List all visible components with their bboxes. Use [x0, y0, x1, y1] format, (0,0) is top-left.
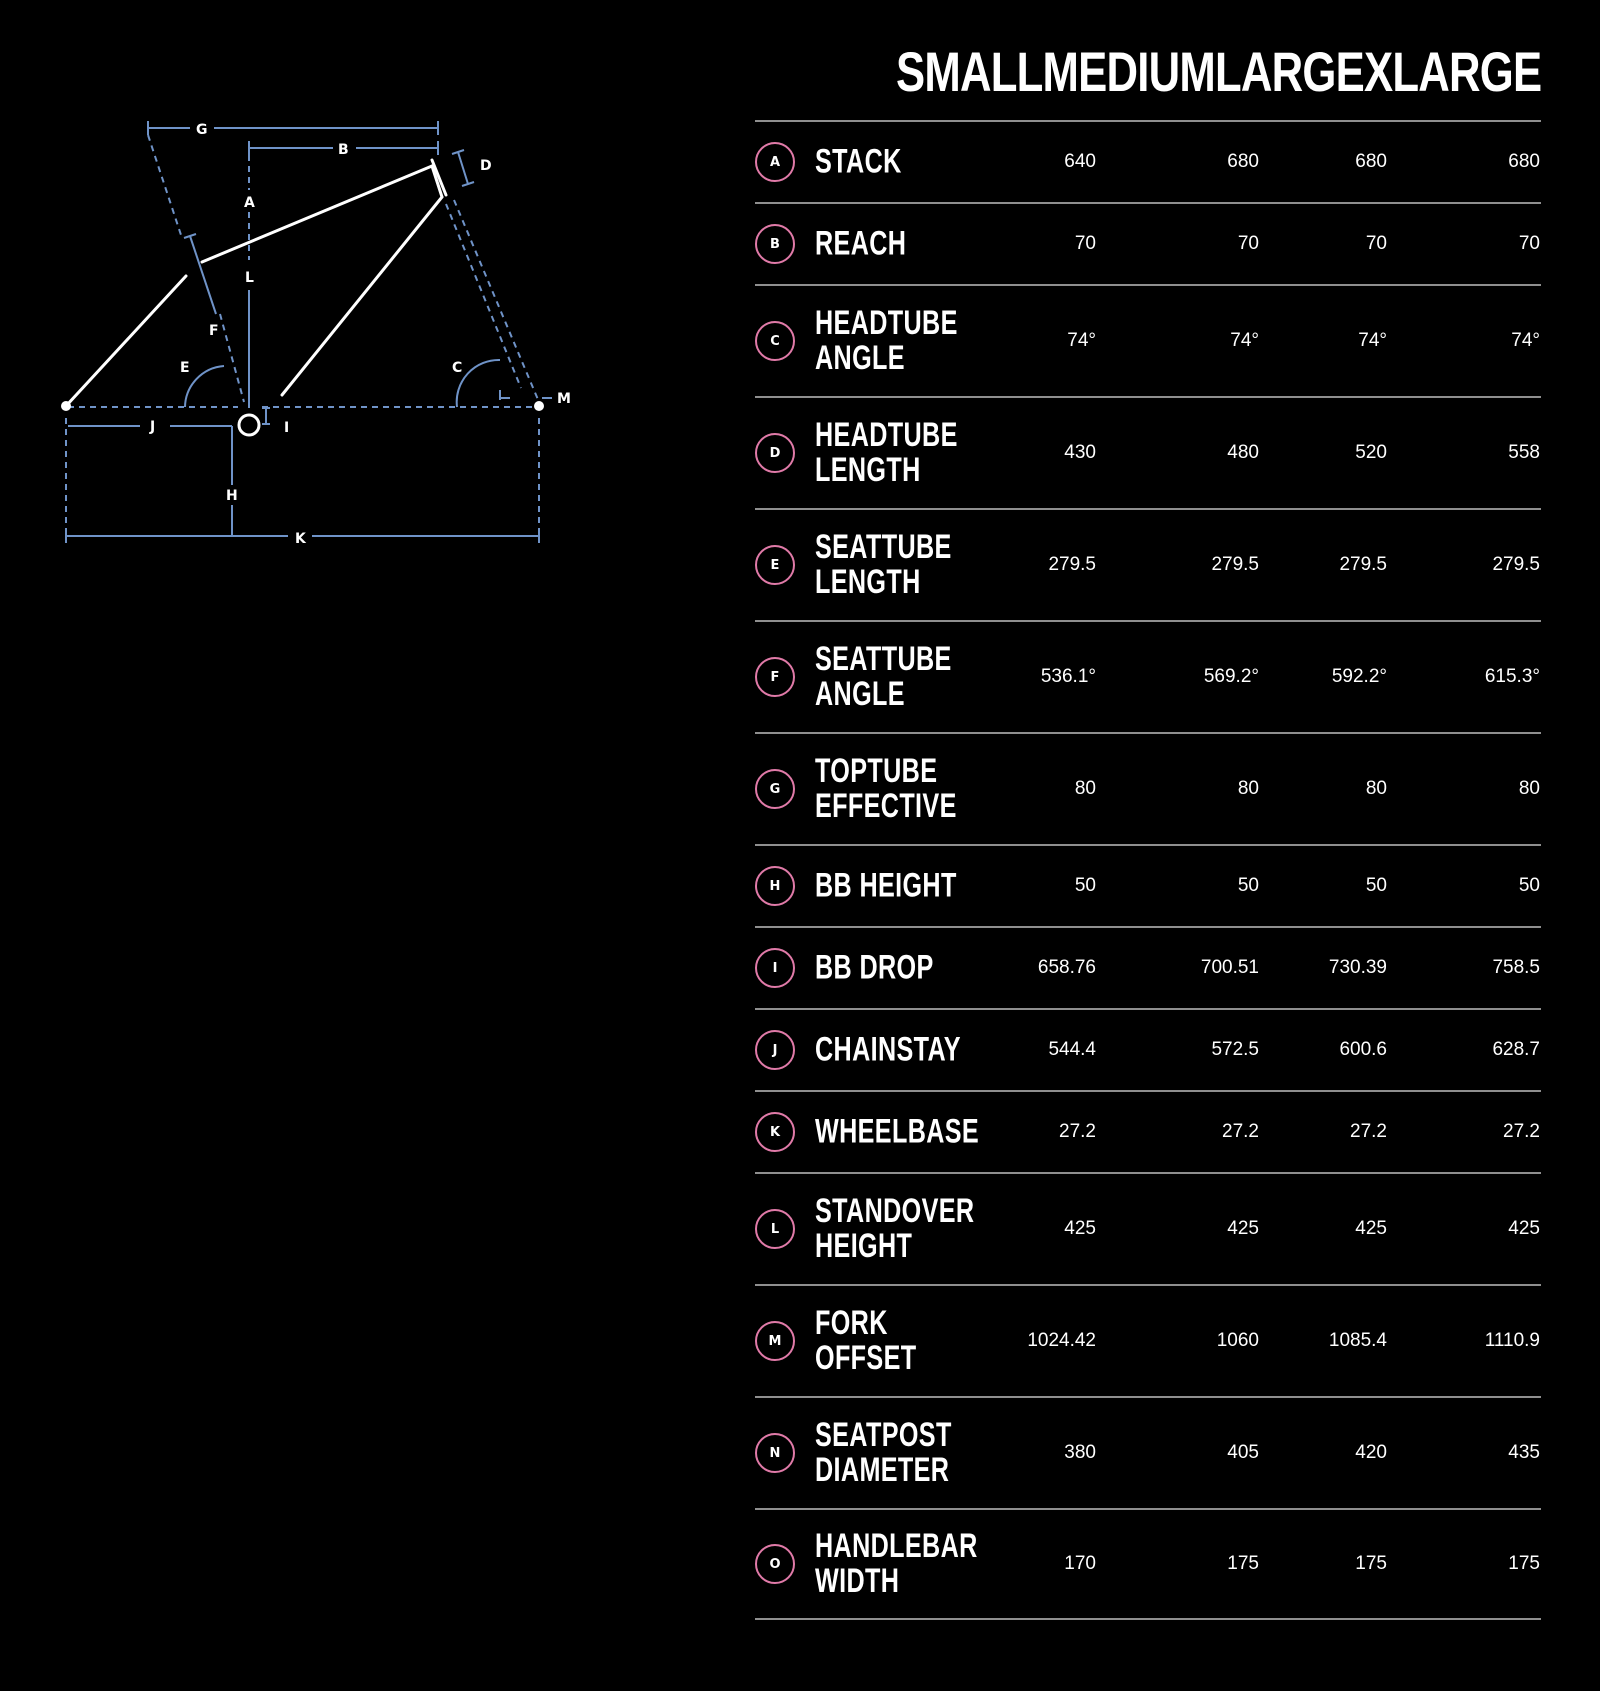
row-value-large: 520	[1355, 442, 1387, 463]
row-label: SEATTUBE ANGLE	[815, 640, 952, 713]
row-label: HEADTUBE ANGLE	[815, 304, 958, 377]
size-header-labels	[896, 40, 1541, 104]
spec-row	[755, 926, 1541, 1008]
row-letter-badge: L	[755, 1209, 795, 1249]
row-value-xlarge: 1110.9	[1484, 1330, 1540, 1351]
row-value-large: 279.5	[1339, 554, 1387, 575]
row-value-medium: 480	[1227, 442, 1259, 463]
spec-row	[755, 1508, 1541, 1620]
row-label: BB HEIGHT	[815, 866, 957, 905]
geometry-spec-table	[755, 0, 1541, 1620]
spec-row	[755, 1172, 1541, 1284]
row-value-small: 1024.42	[1027, 1330, 1096, 1351]
row-value-small: 544.4	[1048, 1039, 1096, 1060]
row-value-xlarge: 50	[1518, 875, 1540, 896]
size-large-label: LARGE	[1214, 40, 1364, 103]
row-letter-badge: K	[755, 1112, 795, 1152]
diagram-label-c: C	[452, 360, 463, 376]
row-letter-badge: B	[755, 224, 795, 264]
diagram-label-l: L	[245, 270, 254, 286]
row-letter-badge: D	[755, 433, 795, 473]
row-value-large: 70	[1365, 233, 1387, 254]
spec-row	[755, 844, 1541, 926]
spec-row	[755, 1396, 1541, 1508]
row-value-medium: 425	[1227, 1218, 1259, 1239]
row-label: REACH	[815, 224, 907, 263]
row-value-xlarge: 558	[1508, 442, 1540, 463]
diagram-label-m: M	[557, 391, 571, 407]
row-value-medium: 572.5	[1211, 1039, 1259, 1060]
row-value-small: 658.76	[1037, 957, 1096, 978]
diagram-label-e: E	[180, 360, 190, 376]
row-value-medium: 27.2	[1222, 1121, 1259, 1142]
row-value-small: 380	[1064, 1442, 1096, 1463]
row-letter-badge: O	[755, 1544, 795, 1584]
row-value-medium: 700.51	[1200, 957, 1259, 978]
row-value-large: 175	[1355, 1553, 1387, 1574]
row-label: HANDLEBAR WIDTH	[815, 1527, 978, 1600]
row-letter-badge: H	[755, 866, 795, 906]
row-letter-badge: N	[755, 1433, 795, 1473]
row-value-xlarge: 279.5	[1492, 554, 1540, 575]
row-value-medium: 80	[1237, 778, 1259, 799]
row-value-medium: 175	[1227, 1553, 1259, 1574]
spec-row	[755, 1008, 1541, 1090]
row-label: SEATTUBE LENGTH	[815, 528, 952, 601]
row-label: FORK OFFSET	[815, 1304, 917, 1377]
diagram-label-g: G	[196, 122, 208, 138]
row-label: WHEELBASE	[815, 1112, 980, 1151]
row-value-large: 680	[1355, 151, 1387, 172]
row-value-xlarge: 425	[1508, 1218, 1540, 1239]
row-value-medium: 405	[1227, 1442, 1259, 1463]
diagram-label-k: K	[295, 531, 306, 547]
row-value-small: 279.5	[1048, 554, 1096, 575]
row-value-xlarge: 680	[1508, 151, 1540, 172]
frame-lines	[66, 160, 446, 406]
row-value-xlarge: 80	[1518, 778, 1540, 799]
row-value-small: 536.1°	[1040, 666, 1096, 687]
diagram-label-h: H	[226, 488, 238, 504]
bottom-bracket	[239, 415, 259, 435]
size-medium-label: MEDIUM	[1042, 40, 1215, 103]
measure-lines	[66, 121, 552, 543]
spec-row	[755, 284, 1541, 396]
row-letter-badge: C	[755, 321, 795, 361]
row-label: TOPTUBE EFFECTIVE	[815, 752, 957, 825]
spec-row	[755, 620, 1541, 732]
row-value-small: 425	[1064, 1218, 1096, 1239]
row-value-medium: 279.5	[1211, 554, 1259, 575]
row-value-xlarge: 27.2	[1503, 1121, 1540, 1142]
row-value-small: 80	[1074, 778, 1096, 799]
row-value-large: 420	[1355, 1442, 1387, 1463]
row-letter-badge: I	[755, 948, 795, 988]
row-value-large: 600.6	[1339, 1039, 1387, 1060]
row-value-xlarge: 435	[1508, 1442, 1540, 1463]
row-value-medium: 74°	[1230, 330, 1259, 351]
row-value-small: 170	[1064, 1553, 1096, 1574]
row-value-xlarge: 175	[1508, 1553, 1540, 1574]
diagram-label-d: D	[480, 158, 492, 174]
row-value-medium: 680	[1227, 151, 1259, 172]
row-label: SEATPOST DIAMETER	[815, 1416, 952, 1489]
front-axle	[534, 401, 544, 411]
size-xlarge-label: XLARGE	[1363, 40, 1541, 103]
diagram-label-f: F	[209, 323, 219, 339]
diagram-label-i: I	[284, 420, 290, 436]
row-value-large: 730.39	[1328, 957, 1387, 978]
row-value-small: 70	[1074, 233, 1096, 254]
row-label: STACK	[815, 142, 902, 181]
row-value-large: 27.2	[1350, 1121, 1387, 1142]
row-value-xlarge: 70	[1518, 233, 1540, 254]
spec-row	[755, 1284, 1541, 1396]
spec-rows	[755, 120, 1541, 1620]
row-value-xlarge: 615.3°	[1484, 666, 1540, 687]
geometry-diagram	[0, 0, 760, 620]
row-label: BB DROP	[815, 948, 934, 987]
spec-row	[755, 202, 1541, 284]
row-label: STANDOVER HEIGHT	[815, 1192, 975, 1265]
diagram-labels	[149, 122, 571, 547]
row-letter-badge: J	[755, 1030, 795, 1070]
diagram-label-a: A	[244, 195, 255, 211]
row-value-small: 640	[1064, 151, 1096, 172]
row-letter-badge: G	[755, 769, 795, 809]
row-value-small: 50	[1074, 875, 1096, 896]
row-letter-badge: A	[755, 142, 795, 182]
row-label: CHAINSTAY	[815, 1030, 961, 1069]
row-letter-badge: M	[755, 1321, 795, 1361]
row-value-small: 74°	[1067, 330, 1096, 351]
size-small-label: SMALL	[895, 40, 1043, 103]
size-header	[755, 0, 1541, 120]
spec-row	[755, 732, 1541, 844]
spec-row	[755, 396, 1541, 508]
diagram-label-j: J	[150, 419, 156, 435]
row-value-large: 592.2°	[1331, 666, 1387, 687]
row-label: HEADTUBE LENGTH	[815, 416, 958, 489]
diagram-label-b: B	[338, 142, 349, 158]
row-value-medium: 50	[1237, 875, 1259, 896]
row-value-xlarge: 628.7	[1492, 1039, 1540, 1060]
row-value-medium: 1060	[1216, 1330, 1259, 1351]
row-value-medium: 70	[1237, 233, 1259, 254]
row-value-small: 430	[1064, 442, 1096, 463]
row-value-large: 80	[1365, 778, 1387, 799]
row-value-medium: 569.2°	[1203, 666, 1259, 687]
spec-row	[755, 1090, 1541, 1172]
spec-row	[755, 508, 1541, 620]
row-value-large: 425	[1355, 1218, 1387, 1239]
row-letter-badge: F	[755, 657, 795, 697]
row-value-large: 74°	[1358, 330, 1387, 351]
row-value-small: 27.2	[1059, 1121, 1096, 1142]
row-value-large: 1085.4	[1328, 1330, 1387, 1351]
row-value-xlarge: 74°	[1511, 330, 1540, 351]
spec-row	[755, 120, 1541, 202]
rear-axle	[61, 401, 71, 411]
row-value-large: 50	[1365, 875, 1387, 896]
row-value-xlarge: 758.5	[1492, 957, 1540, 978]
row-letter-badge: E	[755, 545, 795, 585]
